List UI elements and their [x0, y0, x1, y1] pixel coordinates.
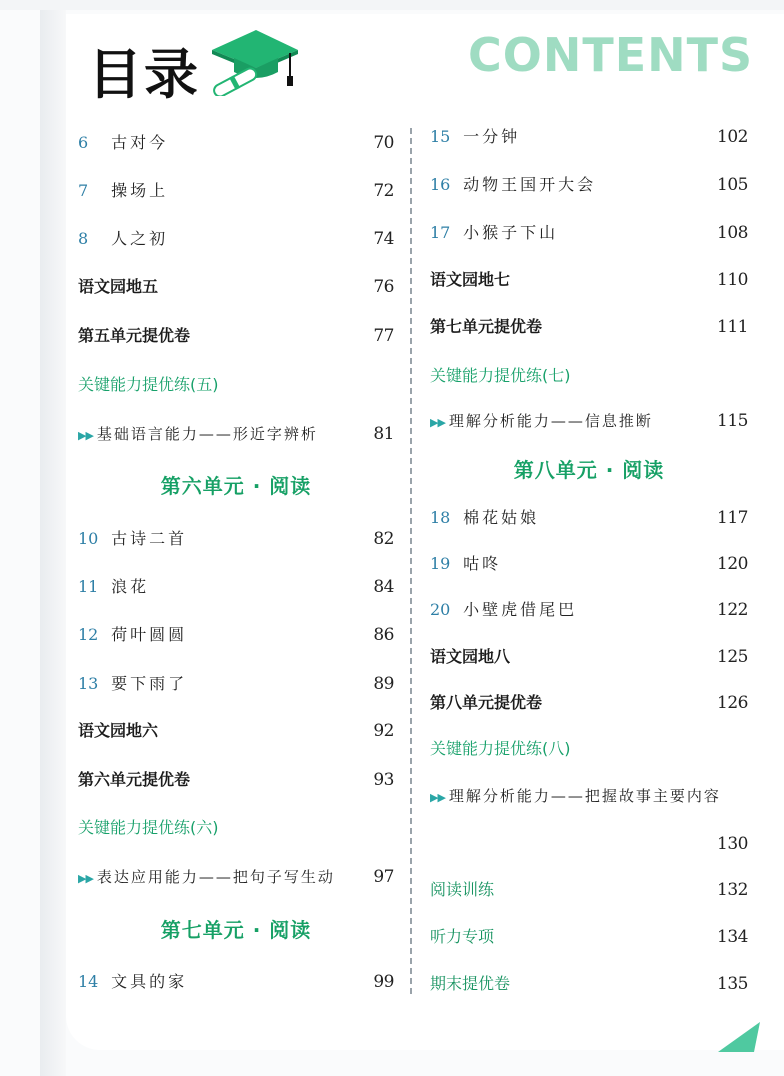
- page-number: 77: [373, 326, 394, 346]
- page-number: 97: [373, 867, 394, 887]
- lesson-title: 操场上: [111, 181, 169, 200]
- page-number: 122: [717, 600, 748, 620]
- lesson-title: 一分钟: [463, 127, 521, 146]
- page-number: 108: [717, 223, 748, 243]
- lesson-title: 古对今: [111, 133, 169, 152]
- section-title: 关键能力提优练(五): [78, 375, 219, 394]
- toc-entry-skill-8-page[interactable]: [430, 829, 748, 859]
- lesson-number: 10: [78, 529, 99, 548]
- toc-entry-exam-5[interactable]: [78, 321, 394, 351]
- page-number: 115: [717, 411, 748, 431]
- page-number: 134: [717, 927, 748, 947]
- section-title: 关键能力提优练(八): [430, 739, 571, 758]
- section-title: 语文园地八: [430, 647, 511, 666]
- toc-entry-lesson-13[interactable]: [78, 669, 394, 699]
- toc-entry-lesson-12[interactable]: [78, 620, 394, 650]
- lesson-title: 棉花姑娘: [463, 508, 540, 527]
- page-binding-edge: [40, 10, 66, 1076]
- toc-entry-exam-8[interactable]: [430, 688, 748, 718]
- page-number: 132: [717, 880, 748, 900]
- toc-entry-exam-6[interactable]: [78, 765, 394, 795]
- toc-entry-practice-7[interactable]: [430, 361, 748, 391]
- unit-heading-7: 第七单元 · 阅读: [160, 918, 312, 942]
- page-number: 125: [717, 647, 748, 667]
- toc-entry-lesson-17[interactable]: [430, 218, 748, 248]
- page-number: 81: [373, 424, 394, 444]
- lesson-number: 14: [78, 972, 99, 991]
- page-number: 74: [373, 229, 394, 249]
- toc-entry-garden-8[interactable]: [430, 642, 748, 672]
- toc-entry-lesson-16[interactable]: [430, 170, 748, 200]
- section-title: 语文园地七: [430, 270, 511, 289]
- column-divider: [410, 128, 412, 994]
- toc-entry-lesson-6[interactable]: [78, 128, 394, 158]
- toc-entry-skill-8[interactable]: [430, 781, 748, 811]
- section-title: 关键能力提优练(七): [430, 366, 571, 385]
- page-number: 89: [373, 674, 394, 694]
- toc-entry-exam-7[interactable]: [430, 312, 748, 342]
- double-arrow-icon: ▶▶: [430, 791, 445, 804]
- contents-heading: CONTENTS: [468, 28, 754, 82]
- lesson-title: 荷叶圆圆: [111, 625, 188, 644]
- lesson-title: 文具的家: [111, 972, 188, 991]
- double-arrow-icon: ▶▶: [430, 416, 445, 429]
- page-number: 111: [717, 317, 748, 337]
- skill-title: 基础语言能力——形近字辨析: [96, 425, 318, 443]
- lesson-number: 17: [430, 223, 451, 242]
- toc-entry-garden-6[interactable]: [78, 716, 394, 746]
- toc-entry-garden-7[interactable]: [430, 265, 748, 295]
- section-title: 关键能力提优练(六): [78, 818, 219, 837]
- toc-entry-lesson-14[interactable]: [78, 967, 394, 997]
- graduation-cap-icon: [206, 20, 302, 96]
- page-corner-decoration: [716, 1020, 762, 1054]
- lesson-title: 浪花: [111, 577, 150, 596]
- page-number: 105: [717, 175, 748, 195]
- lesson-title: 小猴子下山: [463, 223, 559, 242]
- lesson-number: 15: [430, 127, 451, 146]
- page-number: 126: [717, 693, 748, 713]
- section-title: 第六单元提优卷: [78, 770, 191, 789]
- lesson-title: 动物王国开大会: [463, 175, 597, 194]
- toc-entry-skill-6[interactable]: [78, 862, 394, 892]
- toc-entry-lesson-18[interactable]: [430, 503, 748, 533]
- skill-title: 理解分析能力——信息推断: [448, 412, 653, 430]
- skill-title: 理解分析能力——把握故事主要内容: [448, 787, 721, 805]
- page-number: 135: [717, 974, 748, 994]
- section-title: 语文园地五: [78, 277, 159, 296]
- lesson-title: 要下雨了: [111, 674, 188, 693]
- page-number: 102: [717, 127, 748, 147]
- lesson-number: 7: [78, 181, 89, 200]
- toc-entry-lesson-15[interactable]: [430, 122, 748, 152]
- section-title: 第七单元提优卷: [430, 317, 543, 336]
- unit-heading-6: 第六单元 · 阅读: [160, 474, 312, 498]
- toc-entry-lesson-20[interactable]: [430, 595, 748, 625]
- lesson-number: 6: [78, 133, 89, 152]
- toc-entry-listening[interactable]: [430, 922, 748, 952]
- toc-entry-lesson-19[interactable]: [430, 549, 748, 579]
- section-title: 阅读训练: [430, 880, 495, 899]
- toc-entry-lesson-7[interactable]: [78, 176, 394, 206]
- toc-entry-practice-6[interactable]: [78, 813, 394, 843]
- page-number: 110: [717, 270, 748, 290]
- page-title: 目录: [88, 43, 200, 106]
- page-number: 82: [373, 529, 394, 549]
- unit-heading-8: 第八单元 · 阅读: [513, 458, 665, 482]
- double-arrow-icon: ▶▶: [78, 429, 93, 442]
- lesson-number: 13: [78, 674, 99, 693]
- page-number: 86: [373, 625, 394, 645]
- lesson-number: 20: [430, 600, 451, 619]
- section-title: 第八单元提优卷: [430, 693, 543, 712]
- lesson-number: 12: [78, 625, 99, 644]
- page-number: 92: [373, 721, 394, 741]
- page-number: 130: [717, 834, 748, 854]
- toc-entry-garden-5[interactable]: [78, 272, 394, 302]
- toc-entry-lesson-10[interactable]: [78, 524, 394, 554]
- page-number: 70: [373, 133, 394, 153]
- page-number: 93: [373, 770, 394, 790]
- toc-entry-skill-5[interactable]: [78, 419, 394, 449]
- page-number: 120: [717, 554, 748, 574]
- toc-entry-final-exam[interactable]: [430, 969, 748, 999]
- section-title: 第五单元提优卷: [78, 326, 191, 345]
- page-number: 76: [373, 277, 394, 297]
- page-number: 117: [717, 508, 748, 528]
- section-title: 语文园地六: [78, 721, 159, 740]
- lesson-title: 古诗二首: [111, 529, 188, 548]
- toc-entry-practice-8[interactable]: [430, 734, 748, 764]
- double-arrow-icon: ▶▶: [78, 872, 93, 885]
- lesson-title: 人之初: [111, 229, 169, 248]
- page-number: 72: [373, 181, 394, 201]
- lesson-number: 19: [430, 554, 451, 573]
- toc-entry-lesson-8[interactable]: [78, 224, 394, 254]
- lesson-number: 11: [78, 577, 99, 596]
- page-number: 99: [373, 972, 394, 992]
- lesson-number: 16: [430, 175, 451, 194]
- lesson-number: 18: [430, 508, 451, 527]
- toc-entry-lesson-11[interactable]: [78, 572, 394, 602]
- lesson-title: 咕咚: [463, 554, 502, 573]
- toc-entry-reading-training[interactable]: [430, 875, 748, 905]
- lesson-number: 8: [78, 229, 89, 248]
- page-number: 84: [373, 577, 394, 597]
- section-title: 期末提优卷: [430, 974, 511, 993]
- skill-title: 表达应用能力——把句子写生动: [96, 868, 335, 886]
- section-title: 听力专项: [430, 927, 495, 946]
- toc-entry-skill-7[interactable]: [430, 406, 748, 436]
- lesson-title: 小壁虎借尾巴: [463, 600, 578, 619]
- toc-entry-practice-5[interactable]: [78, 370, 394, 400]
